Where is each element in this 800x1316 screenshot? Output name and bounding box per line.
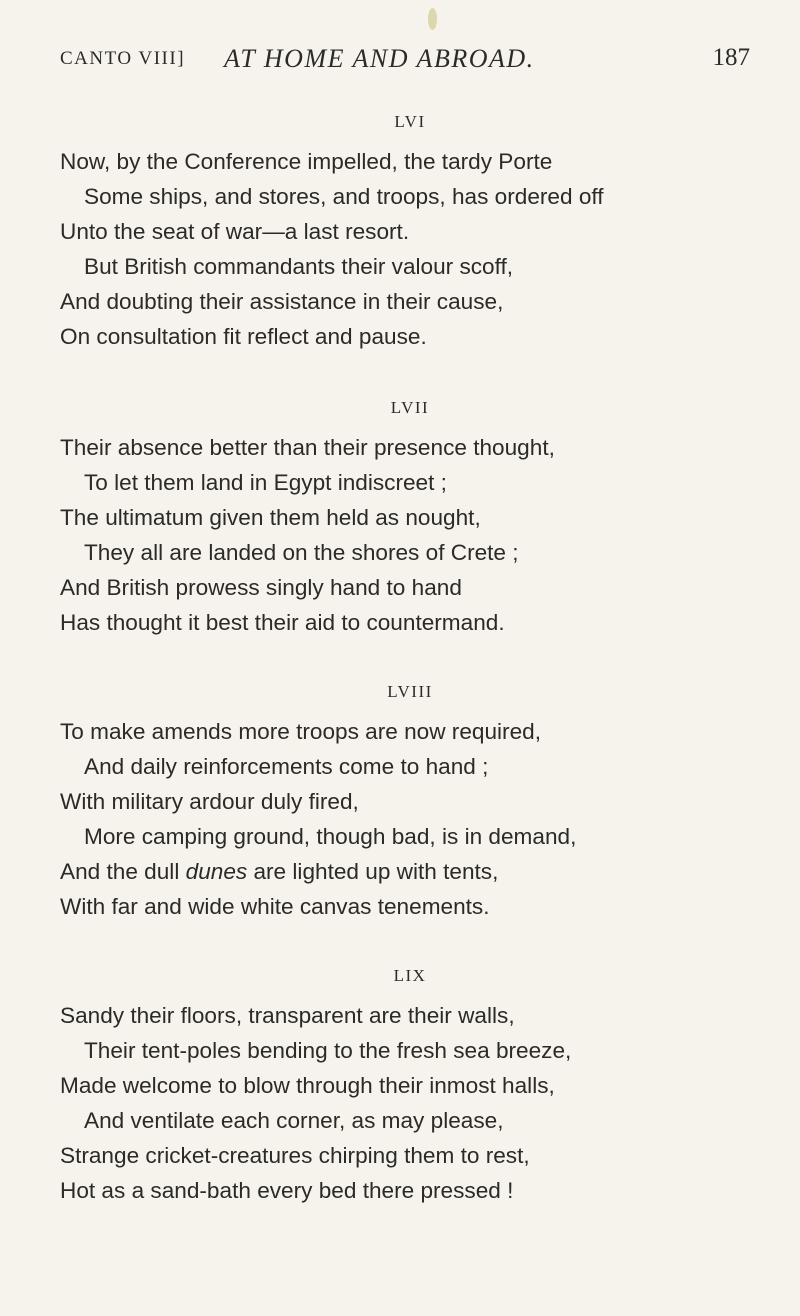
verse-line-end: are lighted up with tents, xyxy=(253,859,499,884)
verse-line xyxy=(60,854,760,889)
verse-line: And doubting their assistance in their cause, xyxy=(60,289,504,314)
verse-line: With military ardour duly fired, xyxy=(60,789,359,814)
running-head-title: AT HOME AND ABROAD. xyxy=(224,44,535,73)
verse-line: Hot as a sand-bath every bed there pressed ! xyxy=(60,1178,514,1203)
verse-line: Strange cricket-creatures chirping them to rest, xyxy=(60,1143,530,1168)
stanza-numeral: LVIII xyxy=(387,682,433,701)
stanza-lines xyxy=(60,714,760,924)
verse-line: Their tent-poles bending to the fresh sea breeze, xyxy=(84,1038,572,1063)
verse-line: To let them land in Egypt indiscreet ; xyxy=(84,470,447,495)
verse-line: Some ships, and stores, and troops, has ordered off xyxy=(84,184,604,209)
verse-line: They all are landed on the shores of Crete ; xyxy=(84,540,519,565)
verse-line: Their absence better than their presence thought, xyxy=(60,435,555,460)
stanza-lines xyxy=(60,430,760,640)
ink-smudge xyxy=(428,8,437,30)
stanza-lines xyxy=(60,998,760,1208)
verse-line: Sandy their floors, transparent are their walls, xyxy=(60,1003,515,1028)
stanza-numeral: LVI xyxy=(394,112,426,131)
verse-line: Unto the seat of war—a last resort. xyxy=(60,219,410,244)
verse-line: To make amends more troops are now required, xyxy=(60,719,541,744)
stanza-numeral: LVII xyxy=(390,398,430,417)
running-head-section: CANTO VIII] xyxy=(60,48,186,69)
page-number: 187 xyxy=(712,44,750,71)
verse-line: On consultation fit reflect and pause. xyxy=(60,324,427,349)
verse-line: Has thought it best their aid to countermand. xyxy=(60,610,505,635)
running-head xyxy=(60,44,750,84)
verse-line-start: And the dull xyxy=(60,859,180,884)
verse-line: But British commandants their valour scoff, xyxy=(84,254,514,279)
verse-line: Made welcome to blow through their inmost halls, xyxy=(60,1073,555,1098)
verse-line: Now, by the Conference impelled, the tardy Porte xyxy=(60,149,553,174)
verse-line: More camping ground, though bad, is in demand, xyxy=(84,824,577,849)
verse-italic-word: dunes xyxy=(185,859,248,884)
verse-line: And ventilate each corner, as may please, xyxy=(84,1108,504,1133)
stanza-lines xyxy=(60,144,760,354)
verse-line: The ultimatum given them held as nought, xyxy=(60,505,481,530)
verse-line: And daily reinforcements come to hand ; xyxy=(84,754,489,779)
verse-line: And British prowess singly hand to hand xyxy=(60,575,462,600)
verse-line: With far and wide white canvas tenements. xyxy=(60,894,490,919)
stanza-numeral: LIX xyxy=(393,966,427,985)
